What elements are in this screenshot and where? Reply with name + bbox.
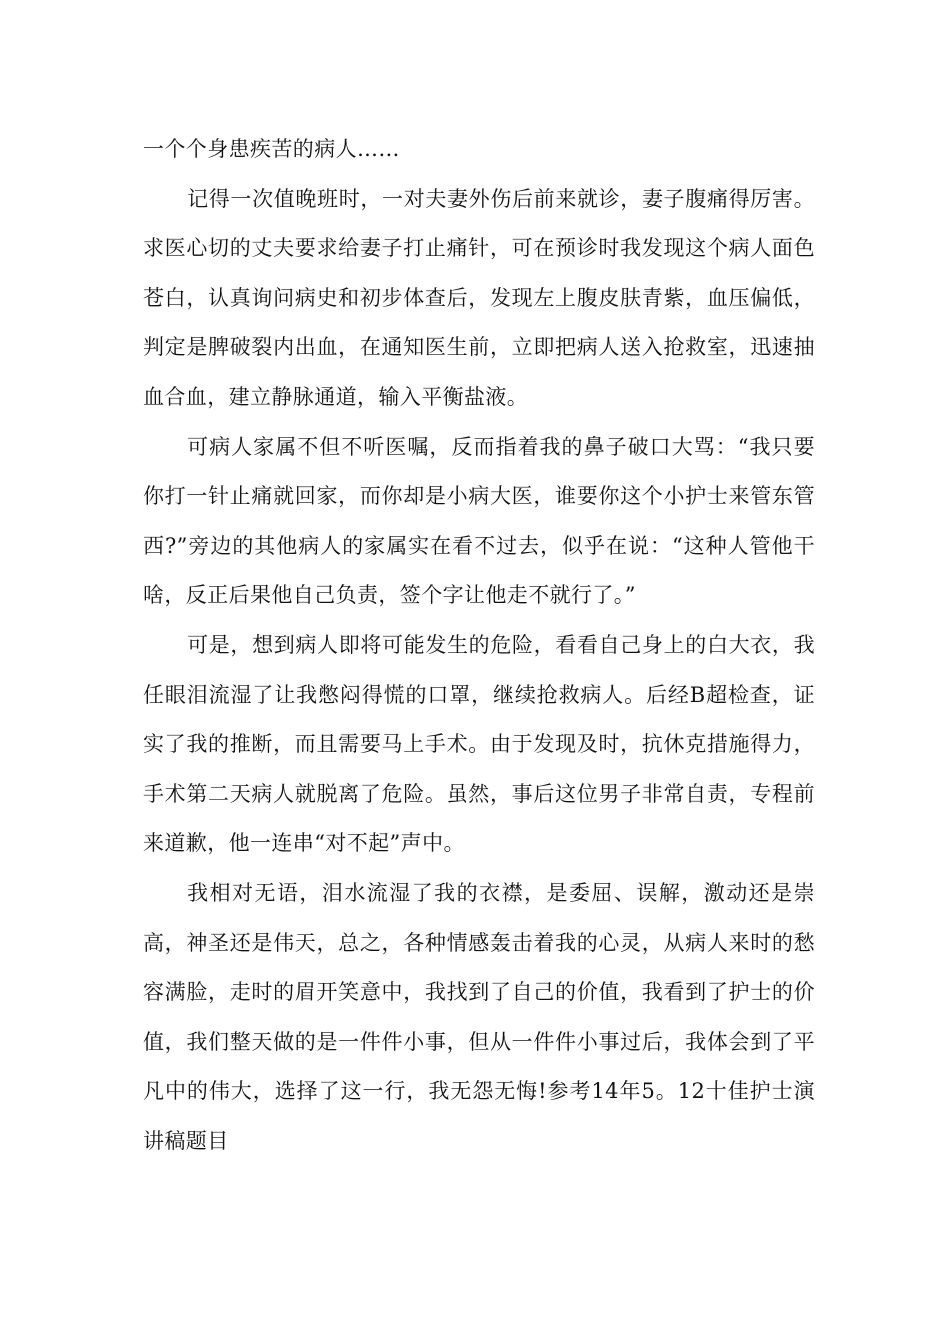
document-body <box>143 125 815 1166</box>
paragraph-4: 可是，想到病人即将可能发生的危险，看看自己身上的白大衣，我任眼泪流湿了让我憋闷得慌的口罩，继续抢救病人。后经B超检查，证实了我的推断，而且需要马上手术。由于发现及时，抗休克措施得力，手术第二天病人就脱离了危险。虽然，事后这位男子非常自责，专程前来道歉，他一连串“对不起”声中。 <box>143 632 815 856</box>
paragraph-5: 我相对无语，泪水流湿了我的衣襟，是委屈、误解，激动还是崇高，神圣还是伟天，总之，各种情感轰击着我的心灵，从病人来时的愁容满脸，走时的眉开笑意中，我找到了自己的价值，我看到了护士的价值，我们整天做的是一件件小事，但从一件件小事过后，我体会到了平凡中的伟大，选择了这一行，我无怨无悔!参考14年5。12十佳护士演讲稿题目 <box>143 880 815 1153</box>
paragraph-3: 可病人家属不但不听医嘱，反而指着我的鼻子破口大骂：“我只要你打一针止痛就回家，而你却是小病大医，谁要你这个小护士来管东管西?”旁边的其他病人的家属实在看不过去，似乎在说：“这种人管他干啥，反正后果他自己负责，签个字让他走不就行了。” <box>143 434 815 608</box>
paragraph-1: 一个个身患疾苦的病人…… <box>143 137 400 161</box>
paragraph-2: 记得一次值晚班时，一对夫妻外伤后前来就诊，妻子腹痛得厉害。求医心切的丈夫要求给妻子打止痛针，可在预诊时我发现这个病人面色苍白，认真询问病史和初步体查后，发现左上腹皮肤青紫，血压偏低，判定是脾破裂内出血，在通知医生前，立即把病人送入抢救室，迅速抽血合血，建立静脉通道，输入平衡盐液。 <box>143 186 815 409</box>
